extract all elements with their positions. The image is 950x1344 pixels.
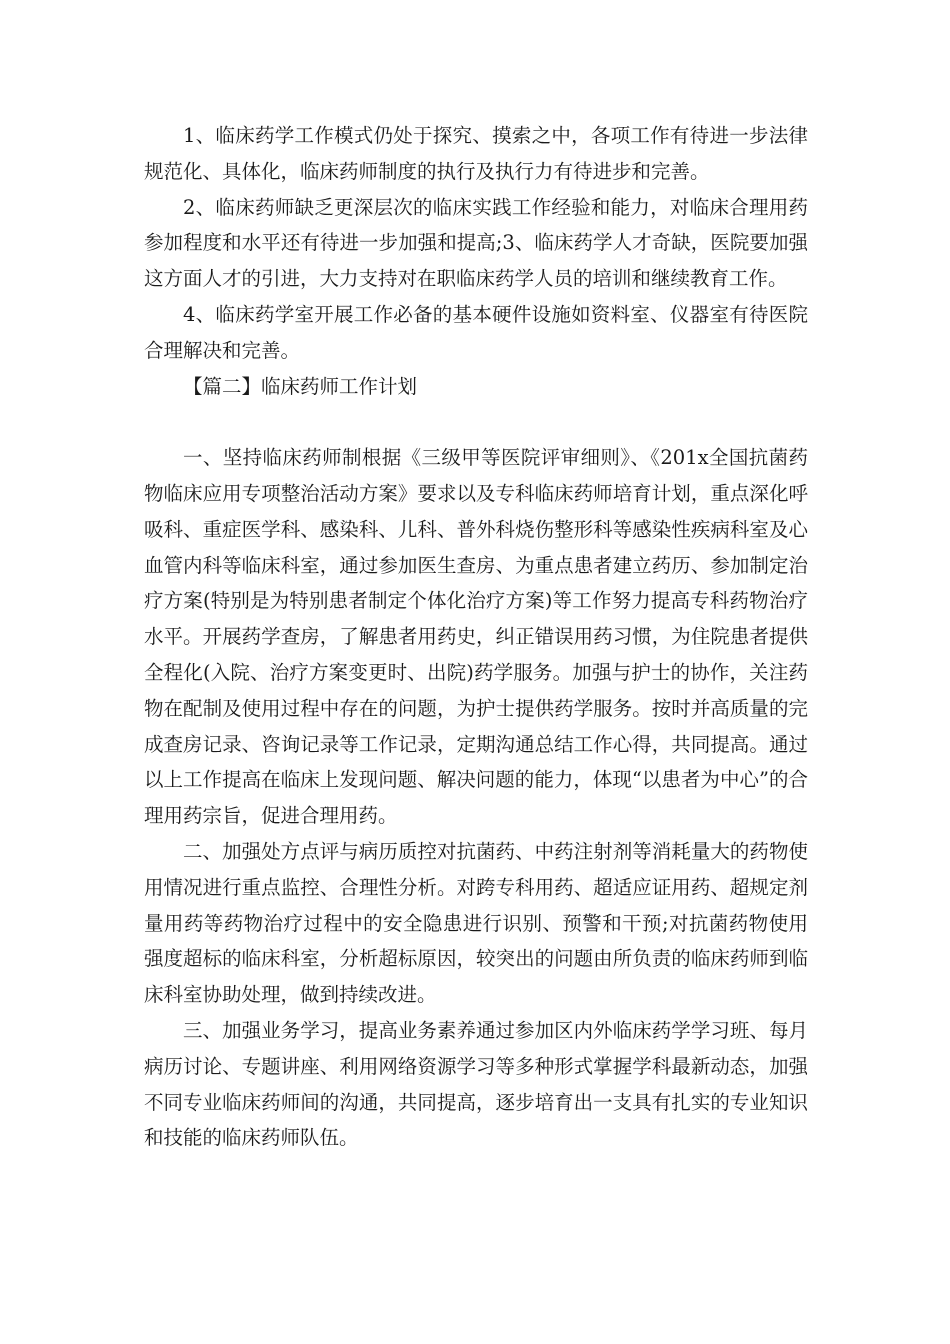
paragraph-plan-3: 三、加强业务学习，提高业务素养通过参加区内外临床药学学习班、每月病历讨论、专题讲座、利用网络资源学习等多种形式掌握学科最新动态，加强不同专业临床药师间的沟通，共同提高，逐步培育出一支具有扎实的专业知识和技能的临床药师队伍。 xyxy=(144,1018,808,1150)
section-heading: 【篇二】临床药师工作计划 xyxy=(183,374,418,398)
paragraph-plan-2: 二、加强处方点评与病历质控对抗菌药、中药注射剂等消耗量大的药物使用情况进行重点监控、合理性分析。对跨专科用药、超适应证用药、超规定剂量用药等药物治疗过程中的安全隐患进行识别、预警和干预;对抗菌药物使用强度超标的临床科室，分析超标原因，较突出的问题由所负责的临床药师到临床科室协助处理，做到持续改进。 xyxy=(144,839,808,1007)
document-body xyxy=(144,118,808,1156)
blank-line xyxy=(144,404,808,440)
paragraph-plan-1: 一、坚持临床药师制根据《三级甲等医院评审细则》、《201x全国抗菌药物临床应用专项整治活动方案》要求以及专科临床药师培育计划，重点深化呼吸科、重症医学科、感染科、儿科、普外科烧伤整形科等感染性疾病科室及心血管内科等临床科室，通过参加医生查房、为重点患者建立药历、参加制定治疗方案(特别是为特别患者制定个体化治疗方案)等工作努力提高专科药物治疗水平。开展药学查房，了解患者用药史，纠正错误用药习惯，为住院患者提供全程化(入院、治疗方案变更时、出院)药学服务。加强与护士的协作，关注药物在配制及使用过程中存在的问题，为护士提供药学服务。按时并高质量的完成查房记录、咨询记录等工作记录，定期沟通总结工作心得，共同提高。通过以上工作提高在临床上发现问题、解决问题的能力，体现“以患者为中心”的合理用药宗旨，促进合理用药。 xyxy=(144,446,808,828)
paragraph-item-2: 2、临床药师缺乏更深层次的临床实践工作经验和能力，对临床合理用药参加程度和水平还有待进一步加强和提高;3、临床药学人才奇缺，医院要加强这方面人才的引进，大力支持对在职临床药学人员的培训和继续教育工作。 xyxy=(144,195,808,291)
paragraph-item-4: 4、临床药学室开展工作必备的基本硬件设施如资料室、仪器室有待医院合理解决和完善。 xyxy=(144,302,808,362)
paragraph-item-1: 1、临床药学工作模式仍处于探究、摸索之中，各项工作有待进一步法律规范化、具体化，临床药师制度的执行及执行力有待进步和完善。 xyxy=(144,124,808,183)
